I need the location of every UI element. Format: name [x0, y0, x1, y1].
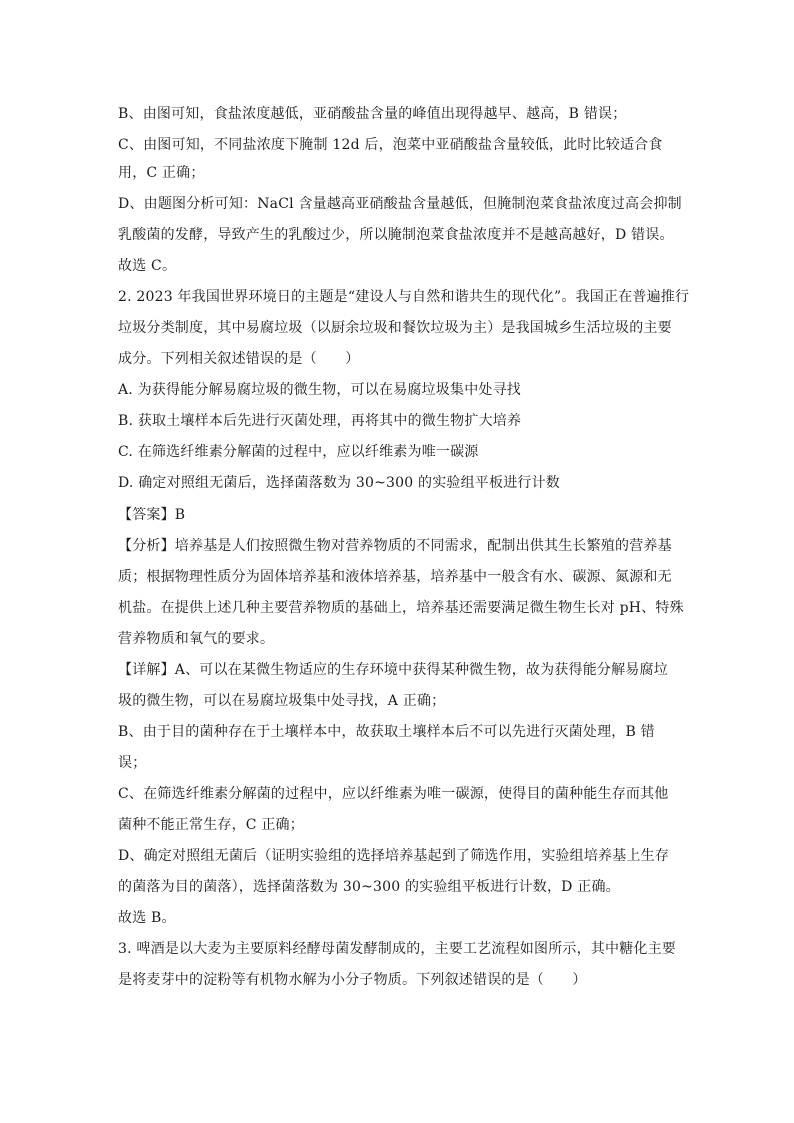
question-line: 垃圾分类制度，其中易腐垃圾（以厨余垃圾和餐饮垃圾为主）是我国城乡生活垃圾的主要	[118, 320, 672, 336]
question-line: 2. 2023 年我国世界环境日的主题是“建设人与自然和谐共生的现代化”。我国正在普遍推行	[118, 289, 690, 305]
option-c: C. 在筛选纤维素分解菌的过程中，应以纤维素为唯一碳源	[118, 444, 479, 460]
text-line: 故选 B。	[118, 910, 176, 926]
text-line: C、由图可知，不同盐浓度下腌制 12d 后，泡菜中亚硝酸盐含量较低，此时比较适合食	[118, 137, 663, 153]
question-line: 是将麦芽中的淀粉等有机物水解为小分子物质。下列叙述错误的是（ ）	[118, 972, 587, 988]
explanation-line: 圾的微生物，可以在易腐垃圾集中处寻找，A 正确；	[118, 693, 446, 709]
option-d: D. 确定对照组无菌后，选择菌落数为 30~300 的实验组平板进行计数	[118, 475, 560, 491]
analysis-line: 【分析】培养基是人们按照微生物对营养物质的不同需求，配制出供其生长繁殖的营养基	[118, 538, 672, 554]
answer-line: 【答案】B	[118, 507, 186, 523]
analysis-line: 营养物质和氧气的要求。	[118, 631, 275, 647]
explanation-line: 误；	[118, 755, 147, 771]
text-line: B、由图可知，食盐浓度越低，亚硝酸盐含量的峰值出现得越早、越高，B 错误；	[118, 106, 627, 122]
text-line: 用，C 正确；	[118, 165, 205, 181]
option-a: A. 为获得能分解易腐垃圾的微生物，可以在易腐垃圾集中处寻找	[118, 382, 522, 398]
explanation-line: 【详解】A、可以在某微生物适应的生存环境中获得某种微生物，故为获得能分解易腐垃	[118, 662, 668, 678]
explanation-line: C、在筛选纤维素分解菌的过程中，应以纤维素为唯一碳源，使得目的菌种能生存而其他	[118, 786, 669, 802]
explanation-line: 菌种不能正常生存，C 正确；	[118, 817, 304, 833]
text-line: D、由题图分析可知：NaCl 含量越高亚硝酸盐含量越低，但腌制泡菜食盐浓度过高会抑制	[118, 196, 682, 212]
text-line: 故选 C。	[118, 258, 177, 274]
explanation-line: B、由于目的菌种存在于土壤样本中，故获取土壤样本后不可以先进行灭菌处理，B 错	[118, 724, 655, 740]
explanation-line: 的菌落为目的菌落），选择菌落数为 30~300 的实验组平板进行计数，D 正确。	[118, 879, 620, 895]
analysis-line: 机盐。在提供上述几种主要营养物质的基础上，培养基还需要满足微生物生长对 pH、特殊	[118, 600, 684, 616]
text-line: 乳酸菌的发酵，导致产生的乳酸过少，所以腌制泡菜食盐浓度并不是越高越好，D 错误。	[118, 227, 674, 243]
explanation-line: D、确定对照组无菌后（证明实验组的选择培养基起到了筛选作用，实验组培养基上生存	[118, 848, 670, 864]
question-line: 成分。下列相关叙述错误的是（ ）	[118, 351, 360, 367]
question-line: 3. 啤酒是以大麦为主要原料经酵母菌发酵制成的，主要工艺流程如图所示，其中糖化主要	[118, 941, 677, 957]
option-b: B. 获取土壤样本后先进行灭菌处理，再将其中的微生物扩大培养	[118, 413, 522, 429]
analysis-line: 质；根据物理性质分为固体培养基和液体培养基，培养基中一般含有水、碳源、氮源和无	[118, 569, 672, 585]
